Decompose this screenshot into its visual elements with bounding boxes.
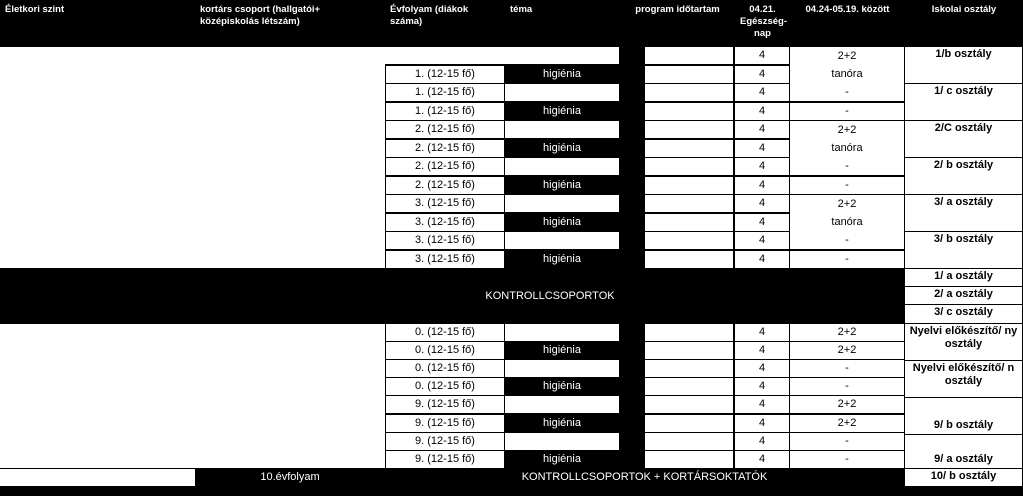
evfolyam-cell: 9. (12-15 fő) xyxy=(386,396,504,413)
header-eletkori-szint: Életkori szint xyxy=(5,4,65,15)
program-idotartam-cell xyxy=(645,103,733,120)
program-idotartam-left xyxy=(620,251,644,268)
evfolyam-cell: 9. (12-15 fő) xyxy=(386,451,504,468)
tema-cell xyxy=(505,433,619,450)
tema-cell: higiénia xyxy=(505,251,619,268)
tema-cell xyxy=(505,360,619,377)
program-idotartam-cell xyxy=(645,342,733,359)
class-cell: 3/ b osztály xyxy=(905,232,1022,268)
egeszsegnap-cell: 4 xyxy=(735,251,789,268)
footer-empty-cell xyxy=(0,469,195,486)
egeszsegnap-cell: 4 xyxy=(735,84,789,101)
egeszsegnap-cell: 4 xyxy=(735,121,789,138)
kozott-cell: 2+2 xyxy=(790,342,904,359)
egeszsegnap-cell: 4 xyxy=(735,451,789,468)
kozott-cell: - xyxy=(790,158,904,175)
kozott-cell: - xyxy=(790,451,904,468)
program-idotartam-left xyxy=(620,360,644,377)
kozott-cell: - xyxy=(790,378,904,395)
kozott-cell: - xyxy=(790,360,904,377)
class-cell: 2/ a osztály xyxy=(905,287,1022,304)
header-kortars-csoport: kortárs csoport (hallgatói+ középiskolás létszám) xyxy=(200,4,321,27)
footer-grade: 10.évfolyam xyxy=(196,469,384,486)
tema-cell xyxy=(505,84,619,101)
class-cell: 10/ b osztály xyxy=(905,469,1022,486)
tema-cell: higiénia xyxy=(505,451,619,468)
program-idotartam-left xyxy=(620,177,644,194)
header-egeszsegnap: 04.21. Egészség-nap xyxy=(740,4,787,39)
header-kozott: 04.24-05.19. között xyxy=(805,4,890,15)
eletkori-szint-cell-lower xyxy=(0,324,385,468)
evfolyam-cell: 3. (12-15 fő) xyxy=(386,232,504,249)
program-idotartam-left xyxy=(620,140,644,157)
egeszsegnap-cell: 4 xyxy=(735,324,789,341)
evfolyam-cell: 2. (12-15 fő) xyxy=(386,158,504,175)
program-idotartam-cell xyxy=(645,451,733,468)
program-idotartam-cell xyxy=(645,415,733,432)
program-idotartam-left xyxy=(620,415,644,432)
between-dates-merged-2: 2+2 tanóra xyxy=(790,121,904,158)
kozott-cell: - xyxy=(790,103,904,120)
kozott-cell: - xyxy=(790,177,904,194)
program-idotartam-cell xyxy=(645,84,733,101)
control-groups-block: KONTROLLCSOPORTOK xyxy=(196,269,904,323)
between-dates-merged-3: 2+2 tanóra xyxy=(790,195,904,232)
program-idotartam-left xyxy=(620,378,644,395)
program-idotartam-left xyxy=(620,324,644,341)
tema-cell: higiénia xyxy=(505,415,619,432)
evfolyam-cell: 2. (12-15 fő) xyxy=(386,121,504,138)
program-idotartam-cell xyxy=(645,47,733,64)
program-idotartam-left xyxy=(620,451,644,468)
program-idotartam-cell xyxy=(645,66,733,83)
class-cell: 1/b osztály xyxy=(905,47,1022,83)
class-cell: 2/ b osztály xyxy=(905,158,1022,194)
program-idotartam-left xyxy=(620,342,644,359)
program-idotartam-left xyxy=(620,195,644,212)
egeszsegnap-cell: 4 xyxy=(735,66,789,83)
program-idotartam-left xyxy=(620,232,644,249)
evfolyam-cell: 3. (12-15 fő) xyxy=(386,195,504,212)
program-idotartam-cell xyxy=(645,360,733,377)
header-iskolai-osztaly: Iskolai osztály xyxy=(931,4,997,15)
between-dates-merged-1: 2+2 tanóra xyxy=(790,47,904,84)
egeszsegnap-cell: 4 xyxy=(735,360,789,377)
kozott-cell: - xyxy=(790,251,904,268)
program-idotartam-left xyxy=(620,396,644,413)
header-program-idotartam: program időtartam xyxy=(635,4,720,15)
egeszsegnap-cell: 4 xyxy=(735,433,789,450)
evfolyam-cell: 1. (12-15 fő) xyxy=(386,66,504,83)
evfolyam-cell: 0. (12-15 fő) xyxy=(386,324,504,341)
program-idotartam-cell xyxy=(645,324,733,341)
evfolyam-cell: 9. (12-15 fő) xyxy=(386,415,504,432)
egeszsegnap-cell: 4 xyxy=(735,214,789,231)
egeszsegnap-cell: 4 xyxy=(735,232,789,249)
class-cell: 1/ c osztály xyxy=(905,84,1022,120)
tema-cell xyxy=(505,324,619,341)
tema-cell: higiénia xyxy=(505,214,619,231)
tema-cell xyxy=(505,121,619,138)
program-idotartam-cell xyxy=(645,396,733,413)
program-idotartam-left xyxy=(620,103,644,120)
tema-cell xyxy=(505,396,619,413)
egeszsegnap-cell: 4 xyxy=(735,140,789,157)
program-idotartam-cell xyxy=(645,251,733,268)
evfolyam-cell xyxy=(385,47,619,64)
class-cell: Nyelvi előkészítő/ ny osztály xyxy=(905,324,1022,360)
tema-cell: higiénia xyxy=(505,140,619,157)
egeszsegnap-cell: 4 xyxy=(735,396,789,413)
program-idotartam-cell xyxy=(645,121,733,138)
evfolyam-cell: 9. (12-15 fő) xyxy=(386,433,504,450)
program-idotartam-cell xyxy=(645,433,733,450)
class-cell: 2/C osztály xyxy=(905,121,1022,157)
program-idotartam-left xyxy=(620,47,644,64)
kozott-cell: - xyxy=(790,84,904,101)
program-idotartam-cell xyxy=(645,140,733,157)
program-idotartam-cell xyxy=(645,177,733,194)
program-idotartam-left xyxy=(620,214,644,231)
program-idotartam-left xyxy=(620,158,644,175)
class-cell: 3/ a osztály xyxy=(905,195,1022,231)
evfolyam-cell: 2. (12-15 fő) xyxy=(386,140,504,157)
class-cell: 1/ a osztály xyxy=(905,269,1022,286)
program-idotartam-left xyxy=(620,66,644,83)
class-cell: 3/ c osztály xyxy=(905,305,1022,323)
class-cell: 9/ b osztály xyxy=(905,398,1022,434)
egeszsegnap-cell: 4 xyxy=(735,342,789,359)
evfolyam-cell: 3. (12-15 fő) xyxy=(386,251,504,268)
tema-cell: higiénia xyxy=(505,66,619,83)
egeszsegnap-cell: 4 xyxy=(735,415,789,432)
program-idotartam-cell xyxy=(645,378,733,395)
evfolyam-cell: 0. (12-15 fő) xyxy=(386,360,504,377)
tema-cell: higiénia xyxy=(505,103,619,120)
eletkori-szint-cell xyxy=(0,47,385,268)
evfolyam-cell: 1. (12-15 fő) xyxy=(386,103,504,120)
egeszsegnap-cell: 4 xyxy=(735,378,789,395)
footer-label: KONTROLLCSOPORTOK + KORTÁRSOKTATÓK xyxy=(385,469,904,486)
egeszsegnap-cell: 4 xyxy=(735,47,789,64)
tema-cell: higiénia xyxy=(505,342,619,359)
evfolyam-cell: 2. (12-15 fő) xyxy=(386,177,504,194)
class-cell: 9/ a osztály xyxy=(905,435,1022,468)
header-tema: téma xyxy=(510,4,533,15)
egeszsegnap-cell: 4 xyxy=(735,195,789,212)
tema-cell: higiénia xyxy=(505,378,619,395)
program-idotartam-left xyxy=(620,84,644,101)
tema-cell xyxy=(505,158,619,175)
class-cell: Nyelvi előkészítő/ n osztály xyxy=(905,361,1022,397)
program-idotartam-cell xyxy=(645,214,733,231)
kozott-cell: - xyxy=(790,433,904,450)
program-idotartam-left xyxy=(620,433,644,450)
program-idotartam-cell xyxy=(645,158,733,175)
evfolyam-cell: 1. (12-15 fő) xyxy=(386,84,504,101)
tema-cell xyxy=(505,195,619,212)
egeszsegnap-cell: 4 xyxy=(735,158,789,175)
tema-cell: higiénia xyxy=(505,177,619,194)
evfolyam-cell: 0. (12-15 fő) xyxy=(386,378,504,395)
program-idotartam-cell xyxy=(645,232,733,249)
kozott-cell: 2+2 xyxy=(790,396,904,413)
kozott-cell: - xyxy=(790,232,904,249)
kozott-cell: 2+2 xyxy=(790,324,904,341)
evfolyam-cell: 3. (12-15 fő) xyxy=(386,214,504,231)
header-evfolyam: Évfolyam (diákok száma) xyxy=(390,4,469,27)
program-idotartam-left xyxy=(620,121,644,138)
egeszsegnap-cell: 4 xyxy=(735,177,789,194)
egeszsegnap-cell: 4 xyxy=(735,103,789,120)
program-idotartam-cell xyxy=(645,195,733,212)
tema-cell xyxy=(505,232,619,249)
evfolyam-cell: 0. (12-15 fő) xyxy=(386,342,504,359)
kozott-cell: 2+2 xyxy=(790,415,904,432)
